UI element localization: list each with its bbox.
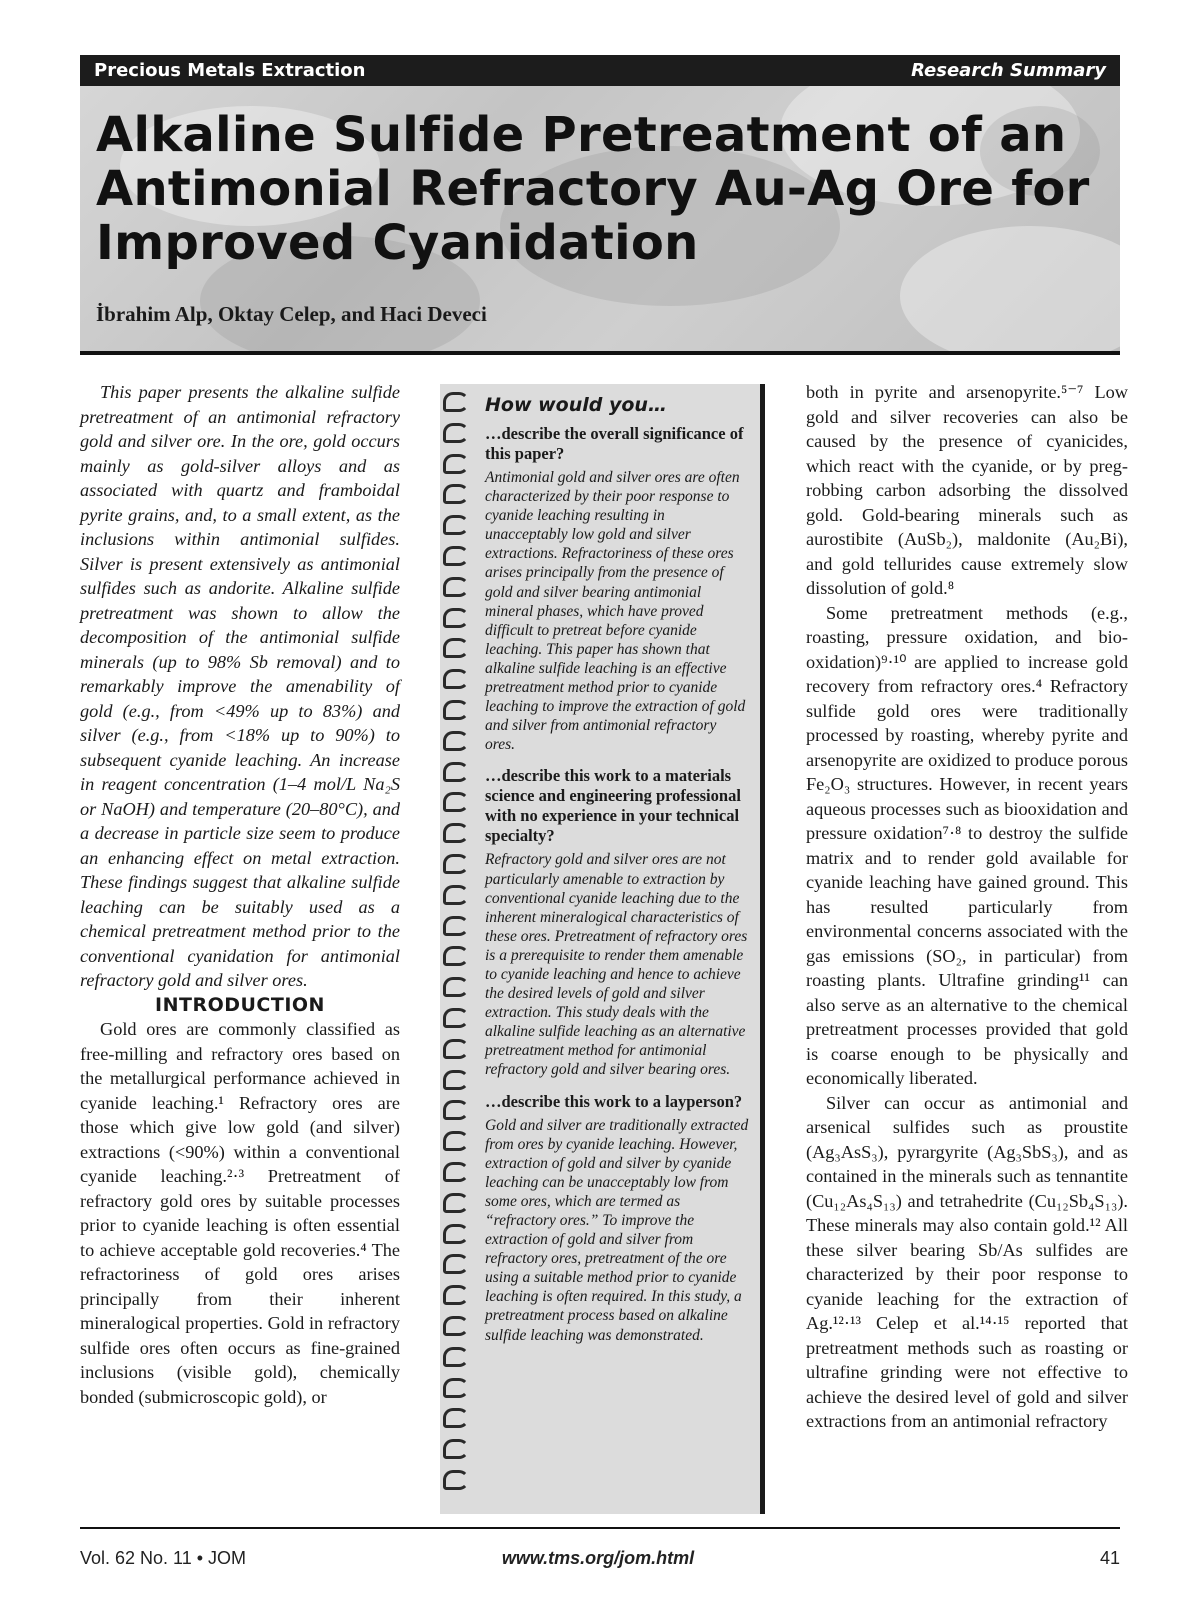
spiral-ring-icon [443,731,469,751]
spiral-ring-icon [443,515,469,535]
spiral-ring-icon [443,392,469,412]
spiral-ring-icon [443,1439,469,1459]
spiral-binding-icon [443,392,473,1502]
spiral-ring-icon [443,1008,469,1028]
spiral-ring-icon [443,608,469,628]
introduction-heading: INTRODUCTION [155,993,325,1016]
footer-volume: Vol. 62 No. 11 • JOM [80,1548,247,1568]
spiral-ring-icon [443,1254,469,1274]
sidebar-question-significance: …describe the overall significance of this paper? [485,424,744,463]
column-left [80,380,400,1409]
spiral-ring-icon [443,454,469,474]
spiral-ring-icon [443,1347,469,1367]
spiral-ring-icon [443,1039,469,1059]
spiral-ring-icon [443,1131,469,1151]
footer-rule [80,1527,1120,1529]
spiral-ring-icon [443,700,469,720]
abstract-text: This paper presents the alkaline sulfide pretreatment of an antimonial refractory gold and silver ore. In the ore, gold occurs mainly as gold-silver alloys and as associated with quartz and framboidal pyrite grains, and, to a small extent, as the inclusions within antimonial sulfides. Silver is present extensively as antimonial sulfides such as andorite. Alkaline sulfide pretreatment was shown to allow the decomposition of the antimonial sulfide minerals (up to 98% Sb removal) and to remarkably improve the amenability of gold (e.g., from <49% up to 83%) and silver (e.g., from <18% up to 90%) to subsequent cyanide leaching. An increase in reagent concentration (1–4 mol/L Na₂S or NaOH) and temperature (20–80°C), and a decrease in particle size seem to produce an enhancing effect on metal extraction. These findings suggest that alkaline sulfide leaching can be suitably used as a chemical pretreatment method prior to the conventional cyanidation for antimonial refractory gold and silver ores. [80,382,400,990]
spiral-ring-icon [443,916,469,936]
spiral-ring-icon [443,423,469,443]
footer-url[interactable]: www.tms.org/jom.html [501,1548,695,1568]
spiral-ring-icon [443,546,469,566]
spiral-ring-icon [443,1193,469,1213]
spiral-ring-icon [443,1070,469,1090]
spiral-ring-icon [443,1100,469,1120]
sidebar-answer-professional: Refractory gold and silver ores are not particularly amenable to extraction by conventional cyanide leaching due to the inherent mineralogical characteristics of these ores. Pretreatment of refractory ores is a prerequisite to render them amenable to cyanide leaching and hence to achieve the desired levels of gold and silver extraction. This study deals with the alkaline sulfide leaching as an alternative pretreatment method for antimonial refractory gold and silver bearing ores. [485,851,748,1079]
page-number: 41 [1099,1548,1120,1568]
article-title: Alkaline Sulfide Pretreatment of an Antimonial Refractory Au-Ag Ore for Improved Cyanidation [96,107,1090,271]
spiral-ring-icon [443,792,469,812]
spiral-ring-icon [443,885,469,905]
body-paragraph-1: both in pyrite and arsenopyrite.⁵⁻⁷ Low gold and silver recoveries can also be caused by the presence of cyanicides, which react with the cyanide, or by preg-robbing carbon adsorbing the dissolved gold. Gold-bearing minerals such as aurostibite (AuSb₂), maldonite (Au₂Bi), and gold tellurides cause extremely slow dissolution of gold.⁸ [806,382,1128,598]
spiral-ring-icon [443,638,469,658]
spiral-ring-icon [443,1224,469,1244]
spiral-ring-icon [443,577,469,597]
introduction-paragraph: Gold ores are commonly classified as free-milling and refractory ores based on the metallurgical performance achieved in cyanide leaching.¹ Refractory ores are those which give low gold (and silver) extractions (<90%) within a conventional cyanide leaching.²·³ Pretreatment of refractory gold ores by suitable processes prior to cyanide leaching is often essential to achieve acceptable gold recoveries.⁴ The refractoriness of gold ores arises principally from their inherent mineralogical properties. Gold in refractory sulfide ores often occurs as fine-grained inclusions (visible gold), chemically bonded (submicroscopic gold), or [80,1019,400,1407]
category-label: Research Summary [911,60,1106,81]
spiral-ring-icon [443,762,469,782]
spiral-ring-icon [443,1316,469,1336]
spiral-ring-icon [443,484,469,504]
spiral-ring-icon [443,1408,469,1428]
author-list: İbrahim Alp, Oktay Celep, and Haci Deveci [96,302,487,326]
sidebar-question-professional: …describe this work to a materials science and engineering professional with no experience in your technical specialty? [485,766,741,846]
sidebar-answer-layperson: Gold and silver are traditionally extracted from ores by cyanide leaching. However, extraction of gold and silver by cyanide leaching can be unacceptably low from some ores, which are termed as “refractory ores.” To improve the extraction of gold and silver from refractory ores, pretreatment of the ore using a suitable method prior to cyanide leaching is often required. In this study, a pretreatment process based on alkaline sulfide leaching was demonstrated. [485,1116,749,1344]
body-paragraph-2: Some pretreatment methods (e.g., roasting, pressure oxidation, and bio-oxidation)⁹·¹⁰ are applied to increase gold recovery from refractory ores.⁴ Refractory sulfide gold ores were traditionally processed by roasting, whereby pyrite and arsenopyrite are oxidized to produce porous Fe₂O₃ structures. However, in recent years aqueous processes such as biooxidation and pressure oxidation⁷·⁸ to destroy the sulfide matrix and to render gold available for cyanide leaching have gained ground. This has resulted particularly from environmental concerns associated with the gas emissions (SO₂, in particular) from roasting plants. Ultrafine grinding¹¹ can also serve as an alternative to the chemical pretreatment processes provided that gold is coarse enough to be physically and economically liberated. [806,602,1128,1088]
sidebar-answer-significance: Antimonial gold and silver ores are often characterized by their poor response to cyanide leaching resulting in unacceptably low gold and silver extractions. Refractoriness of these ores arises principally from the presence of gold and silver bearing antimonial mineral phases, which have proved difficult to pretreat before cyanide leaching. This paper has shown that alkaline sulfide leaching is an effective pretreatment method prior to cyanide leaching to improve the extraction of gold and silver from antimonial refractory ores. [485,469,746,754]
spiral-ring-icon [443,946,469,966]
spiral-ring-icon [443,1285,469,1305]
spiral-ring-icon [443,1378,469,1398]
spiral-ring-icon [443,1470,469,1490]
body-paragraph-3: Silver can occur as antimonial and arsenical sulfides such as proustite (Ag₃AsS₃), pyrargyrite (Ag₃SbS₃), and as contained in the minerals such as tennantite (Cu₁₂As₄S₁₃) and tetrahedrite (Cu₁₂Sb₄S₁₃). These minerals may also contain gold.¹² All these silver bearing Sb/As sulfides are characterized by their poor response to cyanide leaching for the extraction of Ag.¹²·¹³ Celep et al.¹⁴·¹⁵ reported that pretreatment methods such as roasting or ultrafine grinding were not effective to achieve the desired level of gold and silver extractions from an antimonial refractory [806,1092,1128,1431]
sidebar-heading: How would you… [485,394,667,416]
sidebar-content [485,394,750,1357]
spiral-ring-icon [443,669,469,689]
spiral-ring-icon [443,977,469,997]
spiral-ring-icon [443,854,469,874]
spiral-ring-icon [443,823,469,843]
sidebar-question-layperson: …describe this work to a layperson? [485,1091,743,1111]
section-label: Precious Metals Extraction [94,60,366,81]
section-banner [80,55,1120,86]
column-right [806,380,1128,1434]
header-rule [80,351,1120,355]
spiral-ring-icon [443,1162,469,1182]
